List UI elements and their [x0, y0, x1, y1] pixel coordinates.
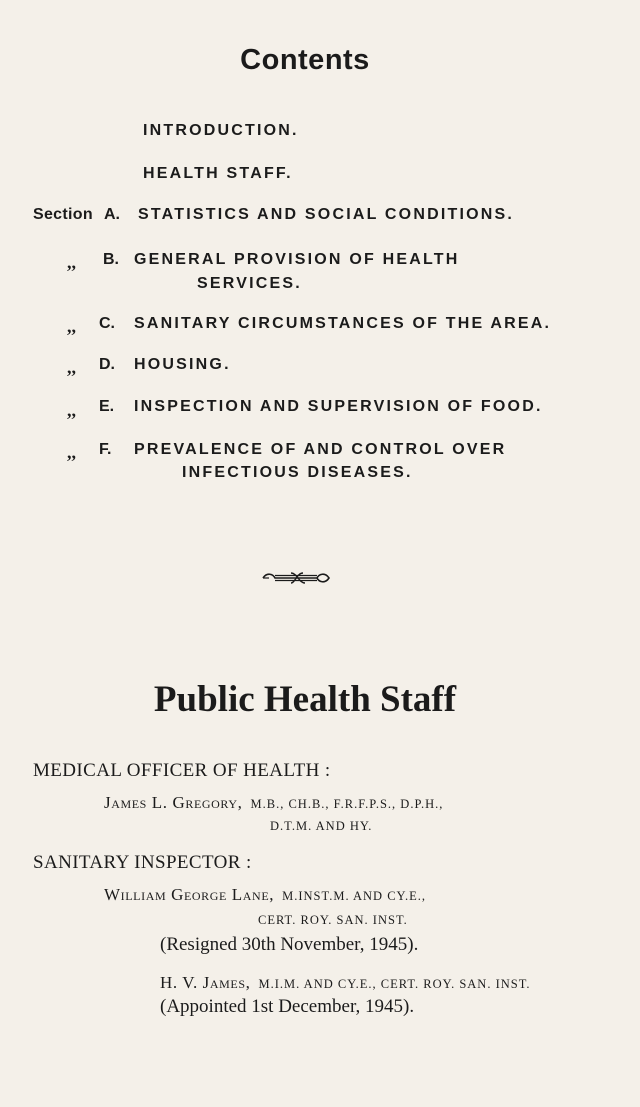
section-b-title-line-1: GENERAL PROVISION OF HEALTH: [134, 251, 460, 268]
ditto-mark: ,,: [67, 252, 76, 272]
ditto-mark: ,,: [67, 400, 76, 420]
section-letter-a: A.: [104, 206, 120, 223]
section-letter-c: C.: [99, 315, 115, 332]
contents-entry-introduction: INTRODUCTION.: [143, 122, 299, 139]
contents-entry-health-staff: HEALTH STAFF.: [143, 165, 293, 182]
sanitary-inspector-2-entry: [160, 973, 531, 993]
section-c-title: SANITARY CIRCUMSTANCES OF THE AREA.: [134, 315, 552, 332]
section-b-title-line-2: SERVICES.: [197, 275, 302, 292]
sanitary-inspector-1-note: (Resigned 30th November, 1945).: [160, 934, 419, 955]
sanitary-inspector-2-name: H. V. James,: [160, 973, 251, 992]
section-d-title: HOUSING.: [134, 356, 231, 373]
scroll-divider-icon: [261, 570, 331, 586]
section-letter-b: B.: [103, 251, 119, 268]
section-a-title: STATISTICS AND SOCIAL CONDITIONS.: [138, 206, 515, 223]
sanitary-inspector-2-note: (Appointed 1st December, 1945).: [160, 996, 415, 1017]
section-f-title-line-1: PREVALENCE OF AND CONTROL OVER: [134, 441, 507, 458]
medical-officer-name: James L. Gregory,: [104, 793, 243, 812]
section-letter-d: D.: [99, 356, 115, 373]
staff-title: Public Health Staff: [153, 679, 457, 720]
sanitary-inspector-1-entry: [104, 885, 426, 905]
section-letter-f: F.: [99, 441, 112, 458]
section-letter-e: E.: [99, 398, 115, 415]
sanitary-inspector-role: SANITARY INSPECTOR :: [33, 852, 252, 873]
ditto-mark: ,,: [67, 316, 76, 336]
section-word: Section: [33, 206, 93, 223]
medical-officer-role: MEDICAL OFFICER OF HEALTH :: [33, 760, 331, 781]
sanitary-inspector-1-name: William George Lane,: [104, 885, 275, 904]
sanitary-inspector-1-qualifications-cont: CERT. ROY. SAN. INST.: [258, 913, 408, 927]
medical-officer-entry: [104, 793, 443, 813]
ditto-mark: ,,: [67, 357, 76, 377]
contents-title: Contents: [240, 44, 370, 76]
sanitary-inspector-2-qualifications: M.I.M. AND CY.E., CERT. ROY. SAN. INST.: [258, 977, 531, 991]
section-e-title: INSPECTION AND SUPERVISION OF FOOD.: [134, 398, 543, 415]
medical-officer-qualifications: M.B., CH.B., F.R.F.P.S., D.P.H.,: [250, 797, 444, 811]
ditto-mark: ,,: [67, 442, 76, 462]
sanitary-inspector-1-qualifications: M.INST.M. AND CY.E.,: [282, 889, 426, 903]
medical-officer-qualifications-cont: D.T.M. AND HY.: [270, 819, 373, 833]
section-f-title-line-2: INFECTIOUS DISEASES.: [182, 464, 413, 481]
